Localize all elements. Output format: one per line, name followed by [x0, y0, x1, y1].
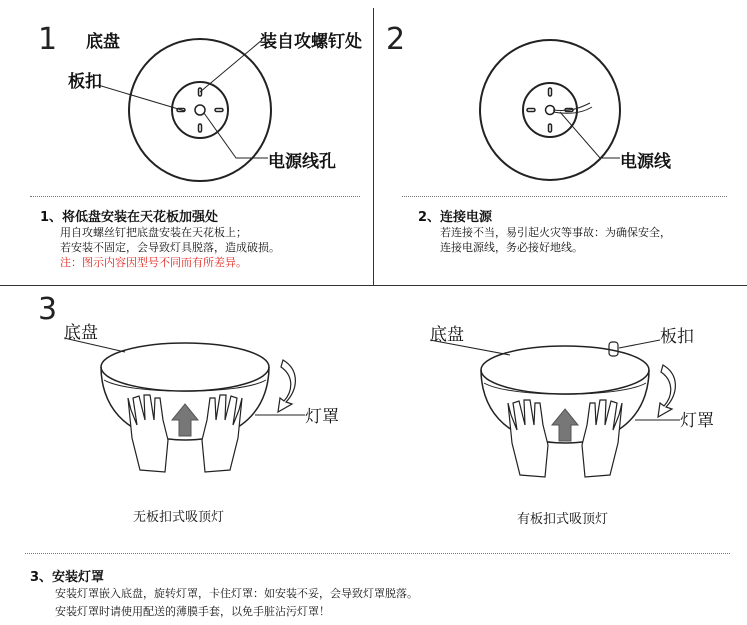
step1-line2: 若安装不固定，会导致灯具脱落，造成破损。	[60, 241, 280, 254]
step3-left-up-arrow	[172, 404, 198, 436]
step2-number: 2	[386, 22, 406, 57]
step3-left-label-cover: 灯罩	[305, 407, 339, 427]
step2-line2: 连接电源线，务必接好地线。	[440, 241, 583, 254]
step1-note: 注：图示内容因型号不同而有所差异。	[60, 256, 247, 269]
step3-right-label-base: 底盘	[430, 325, 464, 345]
step1-label-screw: 装自攻螺钉处	[260, 32, 362, 52]
step3-right-up-arrow	[552, 409, 578, 441]
step3-right-hand-l	[508, 400, 548, 477]
step1-line1: 用自攻螺丝钉把底盘安装在天花板上；	[60, 226, 247, 239]
step3-right-rotate-arrow	[658, 365, 675, 417]
step3-right-label-buckle: 板扣	[660, 327, 694, 347]
step1-label-buckle: 板扣	[68, 72, 102, 92]
step3-left-leader-base	[64, 338, 125, 352]
step3-line2: 安装灯罩时请使用配送的薄膜手套，以免手脏沾污灯罩！	[55, 605, 330, 618]
step1-label-base: 底盘	[86, 32, 120, 52]
step3-right-leader-buckle	[619, 340, 660, 348]
step1-title: 1、将低盘安装在天花板加强处	[40, 210, 219, 225]
step3-right-label-cover: 灯罩	[680, 411, 714, 431]
step3-left-base-top	[101, 343, 269, 391]
step3-right-hand-r	[582, 400, 622, 477]
step3-right-base-top	[481, 346, 649, 394]
step3-right-cover-rim	[484, 383, 646, 394]
step3-line1: 安装灯罩嵌入底盘，旋转灯罩，卡住灯罩：如安装不妥，会导致灯罩脱落。	[55, 587, 418, 600]
step3-left-caption: 无板扣式吸顶灯	[133, 510, 225, 525]
step3-right-caption: 有板扣式吸顶灯	[517, 512, 609, 527]
step3-right-leader-base	[430, 340, 510, 355]
step2-title: 2、连接电源	[418, 210, 493, 225]
step3-left-hand-r	[202, 395, 242, 472]
step3-left-rotate-arrow	[278, 360, 295, 412]
step1-label-power-hole: 电源线孔	[268, 152, 336, 172]
step3-left-cover-rim	[104, 380, 266, 391]
step2-label-power-line: 电源线	[620, 152, 671, 172]
step3-number: 3	[38, 292, 58, 327]
step3-left-hand-l	[128, 395, 168, 472]
step1-number: 1	[38, 22, 58, 57]
step2-line1: 若连接不当，易引起火灾等事故：为确保安全，	[440, 226, 671, 239]
step3-dotted-separator	[25, 553, 730, 554]
step3-title: 3、安装灯罩	[30, 570, 105, 585]
step3-left-label-base: 底盘	[64, 323, 98, 343]
